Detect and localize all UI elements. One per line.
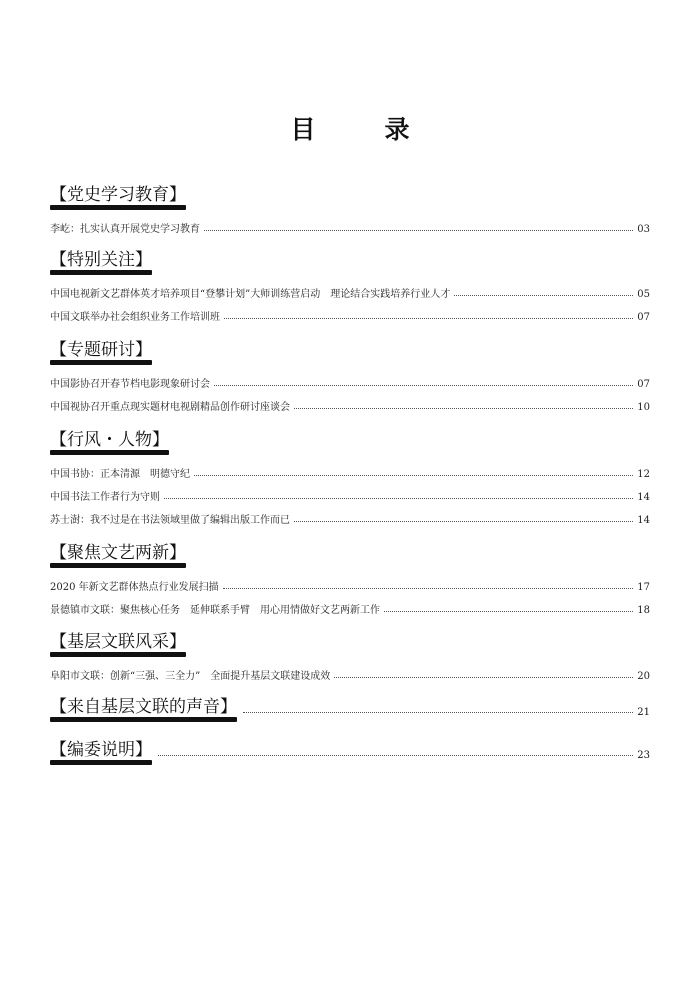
toc-entry[interactable]: [50, 277, 650, 300]
section-heading: [50, 335, 650, 363]
toc-entry[interactable]: [50, 457, 650, 480]
toc-entry-page: 21: [637, 707, 650, 718]
toc-entry-page: 23: [637, 750, 650, 761]
toc-entry-page: 07: [637, 379, 650, 390]
toc-entry-page: 17: [637, 582, 650, 593]
section-heading-label: 【专题研讨】: [50, 335, 152, 363]
toc-entry[interactable]: [50, 480, 650, 503]
toc-entry[interactable]: [50, 659, 650, 682]
toc-entry[interactable]: [50, 503, 650, 526]
section-heading: [50, 627, 650, 655]
section-heading-label: 【基层文联风采】: [50, 627, 186, 655]
dot-leader: [194, 475, 633, 476]
toc-entry[interactable]: [50, 212, 650, 235]
toc-entry-page: 20: [637, 671, 650, 682]
section-heading-label: 【行风・人物】: [50, 425, 169, 453]
toc-entry[interactable]: [50, 570, 650, 593]
toc-entry-page: 18: [637, 605, 650, 616]
toc-entry-title: 中国书协：正本清源 明德守纪: [50, 469, 190, 480]
toc-entry[interactable]: [50, 593, 650, 616]
toc-entry[interactable]: [50, 367, 650, 390]
toc-entry-title: 2020 年新文艺群体热点行业发展扫描: [50, 582, 219, 593]
toc-entry-page: 14: [637, 515, 650, 526]
dot-leader: [224, 318, 633, 319]
toc-entry-title: 中国文联举办社会组织业务工作培训班: [50, 312, 220, 323]
toc-entry-page: 05: [637, 289, 650, 300]
toc-section-editorial-notes[interactable]: [50, 735, 650, 763]
toc-entry-title: 苏士澍：我不过是在书法领域里做了编辑出版工作而已: [50, 515, 290, 526]
dot-leader: [294, 408, 633, 409]
toc-entry-title: 李屹：扎实认真开展党史学习教育: [50, 224, 200, 235]
dot-leader: [158, 755, 633, 756]
section-heading: [50, 245, 650, 273]
toc-entry-title: 中国影协召开春节档电影现象研讨会: [50, 379, 210, 390]
section-heading-label: 【编委说明】: [50, 735, 152, 763]
section-heading-label: 【党史学习教育】: [50, 180, 186, 208]
toc-entry-title: 景德镇市文联：聚焦核心任务 延伸联系手臂 用心用情做好文艺两新工作: [50, 605, 380, 616]
page-title: 目 录: [290, 115, 432, 144]
toc-entry[interactable]: [50, 390, 650, 413]
section-heading: [50, 180, 650, 208]
dot-leader: [454, 295, 633, 296]
dot-leader: [384, 611, 633, 612]
toc-entry-page: 10: [637, 402, 650, 413]
toc-entry-title: 阜阳市文联：创新“三强、三全力” 全面提升基层文联建设成效: [50, 671, 331, 682]
section-heading-label: 【来自基层文联的声音】: [50, 692, 237, 720]
toc-section-special-focus: [50, 245, 650, 323]
toc-section-two-new: [50, 538, 650, 616]
toc-entry-title: 中国电视新文艺群体英才培养项目“登攀计划”大师训练营启动 理论结合实践培养行业人才: [50, 289, 451, 300]
section-heading: [50, 538, 650, 566]
toc-entry-page: 14: [637, 492, 650, 503]
toc-entry-page: 12: [637, 469, 650, 480]
section-heading-label: 【特别关注】: [50, 245, 152, 273]
section-heading-label: 【聚焦文艺两新】: [50, 538, 186, 566]
section-heading: [50, 425, 650, 453]
toc-entry-title: 中国视协召开重点现实题材电视剧精品创作研讨座谈会: [50, 402, 290, 413]
toc-section-party-history: [50, 180, 650, 235]
dot-leader: [214, 385, 633, 386]
dot-leader: [223, 588, 634, 589]
toc-section-grassroots: [50, 627, 650, 682]
dot-leader: [294, 521, 633, 522]
toc-entry[interactable]: [50, 300, 650, 323]
toc-entry-title: 中国书法工作者行为守则: [50, 492, 160, 503]
toc-section-conduct-people: [50, 425, 650, 526]
section-heading: [50, 692, 650, 720]
dot-leader: [243, 712, 633, 713]
dot-leader: [164, 498, 633, 499]
dot-leader: [204, 230, 633, 231]
toc-entry-page: 07: [637, 312, 650, 323]
toc-entry-page: 03: [637, 224, 650, 235]
toc-section-grassroots-voices[interactable]: [50, 692, 650, 720]
toc-section-seminar: [50, 335, 650, 413]
section-heading: [50, 735, 650, 763]
dot-leader: [334, 677, 633, 678]
